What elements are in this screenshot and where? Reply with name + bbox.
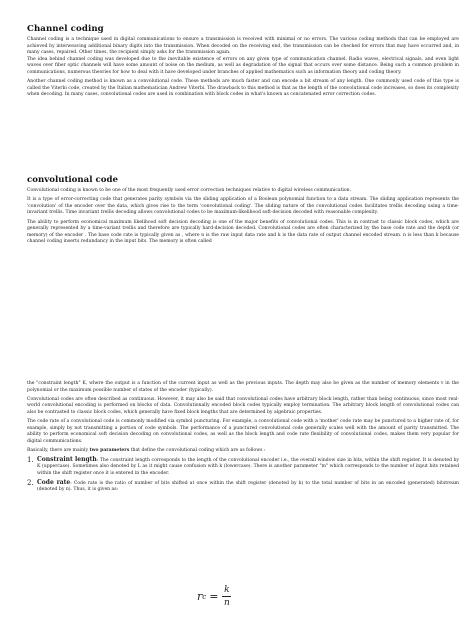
- list-item: 2. Code rate: Code rate is the ratio of number of bits shifted at once within the shift register (denoted by k) to the total number of bits in an encoded (generated) bitstream (denoted by n). Thus, it is given as:: [27, 478, 459, 493]
- paragraph: The idea behind channel coding was developed due to the inevitable existence of errors on any given type of communication channel. Radio waves, electrical signals, and even light waves over fiber optic channels will have some amount of noise on the medium, as well as degradation of the signal that occurs over some distance. Being such a common problem in communications, numerous theories for how to deal with it have developed under branches of applied mathematics such as information theory and coding theory.: [27, 56, 459, 75]
- continuation-section: [27, 381, 459, 494]
- paragraph: Channel coding is a technique used in digital communications to ensure a transmission is received with minimal or no errors. The various coding methods that can be employed are achieved by interweaving additional binary digits into the transmission. When decoded on the receiving end, the transmission can be checked for errors that may have occurred and, in many cases, repaired. Other times, the recipient simply asks for the transmission again.: [27, 37, 459, 56]
- channel-coding-heading: Channel coding: [27, 24, 104, 34]
- paragraph: It is a type of error-correcting code that generates parity symbols via the sliding application of a Boolean polynomial function to a data stream. The sliding application represents the 'convolution' of the encoder over the data, which gives rise to the term 'convolutional coding'. The sliding nature of the convolutional codes facilitates trellis decoding using a time-invariant trellis. Time invariant trellis decoding allows convolutional codes to be maximum-likelihood soft-decision decoded with reasonable complexity.: [27, 197, 459, 216]
- paragraph: Convolutional codes are often described as continuous. However, it may also be said that convolutional codes have arbitrary block length, rather than being continuous, since most real-world convolutional encoding is performed on blocks of data. Convolutionally encoded block codes typically employ termination. The arbitrary block length of convolutional codes can also be contrasted to classic block codes, which generally have fixed block lengths that are determined by algebraic properties.: [27, 396, 459, 415]
- convolutional-code-heading: convolutional code: [27, 175, 118, 185]
- channel-coding-section: [27, 24, 459, 99]
- paragraph: Convolutional coding is known to be one of the most frequently used error correction techniques relative to digital wireless communication.: [27, 188, 351, 193]
- paragraph: the "constraint length" K, where the output is a function of the current input as well as the previous inputs. The depth may also be given as the number of memory elements v in the polynomial or the maximum possible number of states of the encoder (typically).: [27, 381, 459, 393]
- paragraph: The ability to perform economical maximum likelihood soft decision decoding is one of the major benefits of convolutional codes. This is in contrast to classic block codes, which are generally represented by a time-variant trellis and therefore are typically hard-decision decoded. Convolutional codes are often characterized by the base code rate and the depth (or memory) of the encoder . The base code rate is typically given as , where n is the raw input data rate and k is the data rate of output channel encoded stream. n is less than k because channel coding inserts redundancy in the input bits. The memory is often called: [27, 219, 459, 245]
- convolutional-code-section: [27, 175, 459, 246]
- paragraph: Another channel coding method is known as a convolutional code. These methods are much faster and can encode a bit stream of any length. One commonly used code of this type is called the Viterbi code, created by the Italian mathematician Andrew Viterbi. The drawback to this method is that as the length of the convolutional code increases, so does its complexity when decoding. In many cases, convolutional codes are used in combination with block codes in what's known as concatenated error correction codes.: [27, 79, 459, 98]
- list-item: 1. Constraint length: The constraint length corresponds to the length of the convolutional encoder i.e., the overall window size in bits, within the shift register. It is denoted by K (uppercase). Sometimes also denoted by L as it might cause confusion with k (lowercase). There is another parameter "m" which corresponds to the number of input bits retained within the shift register once it is entered in the encoder.: [27, 455, 459, 476]
- parameters-list: [27, 457, 459, 494]
- paragraph: The code rate of a convolutional code is commonly modified via symbol puncturing. For example, a convolutional code with a 'mother' code rate may be punctured to a higher rate of, for example, simply by not transmitting a portion of code symbols. The performance of a punctured convolutional code generally scales well with the amount of parity transmitted. The ability to perform economical soft decision decoding on convolutional codes, as well as the block length and code rate flexibility of convolutional codes, makes them very popular for digital communications.: [27, 419, 459, 444]
- parameters-intro: Basically, there are mainly two parameters that define the convolutional coding which are as follows :: [27, 448, 266, 454]
- code-rate-formula: r c = $\frac{k}{n}$: [197, 585, 230, 608]
- formula-denominator: n: [224, 598, 230, 608]
- formula-numerator: k: [224, 585, 230, 595]
